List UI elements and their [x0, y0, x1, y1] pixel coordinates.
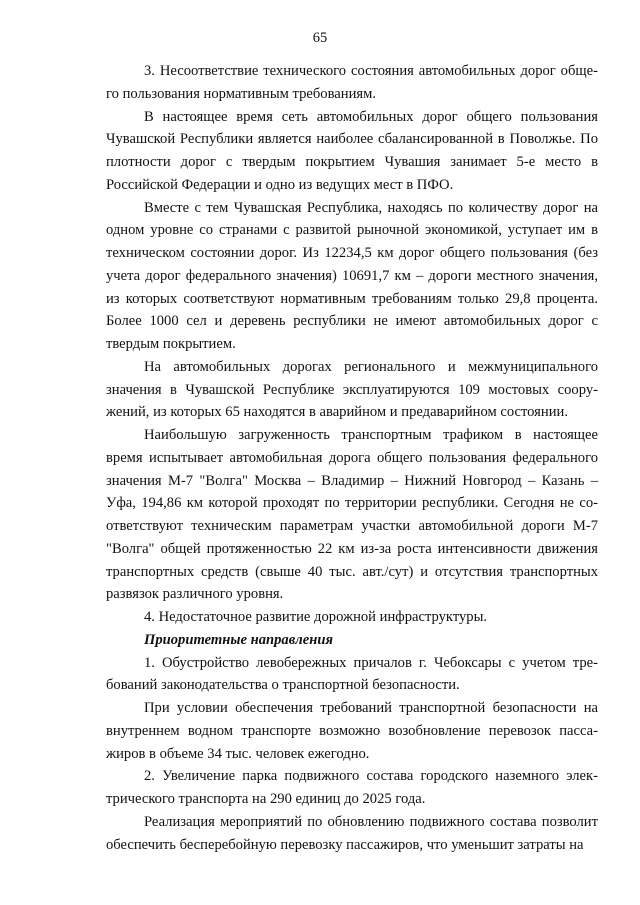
paragraph-bridges: На автомобильных дорогах регионального и межмуниципального значения в Чувашской Республике эксплуатируются 109 мостовых сооружений, из которых 65 находятся в аварийном и предаварийном состоянии. — [106, 358, 598, 421]
paragraph-water-transport: При условии обеспечения требований транспортной безопасности на внутреннем водном транспорте возможно возобновление перевозок пассажиров в объеме 34 тыс. человек ежегодно. — [106, 700, 598, 762]
paragraph-rolling-stock: Реализация мероприятий по обновлению подвижного состава позволит обеспечить бесперебойную перевозку пассажиров, что уменьшит затраты на — [106, 813, 598, 853]
paragraph-road-infrastructure: 4. Недостаточное развитие дорожной инфраструктуры. — [144, 609, 488, 625]
paragraph-road-network: В настоящее время сеть автомобильных дорог общего пользования Чувашской Республики является наиболее сбалансированной в Поволжье. По плотности дорог с твердым покрытием Чувашия занимает 5-е место в Российской Федерации и одно из ведущих мест в ПФО. — [106, 108, 598, 193]
paragraph-piers: 1. Обустройство левобережных причалов г. Чебоксары с учетом требований законодательства о транспортной безопасности. — [106, 654, 598, 694]
paragraph-road-technical-state: Вместе с тем Чувашская Республика, находясь по количеству дорог на одном уровне со странами с развитой рыночной экономикой, уступает им в техническом состоянии дорог. Из 12234,5 км дорог общего пользования (без учета дорог федерального значения) 10691,7 км – дороги местного значения, из которых соответствуют нормативным требованиям только 29,8 процента. Более 1000 сел и деревень республики не имеют автомобильных дорог с твердым покрытием. — [106, 199, 598, 352]
document-body — [106, 60, 598, 856]
paragraph-road-condition: 3. Несоответствие технического состояния автомобильных дорог общего пользования нормативным требованиям. — [106, 63, 598, 102]
page-number: 65 — [312, 30, 328, 46]
paragraph-electric-transport: 2. Увеличение парка подвижного состава городского наземного электрического транспорта на 290 единиц до 2025 года. — [106, 768, 598, 807]
paragraph-m7-highway: Наибольшую загруженность транспортным трафиком в настоящее время испытывает автомобильная дорога общего пользования федерального значения М-7 "Волга" Москва – Владимир – Нижний Новгород – Казань – Уфа, 194,86 км которой проходят по территории республики. Сегодня не соответствуют техническим параметрам участки автомобильной дороги М-7 "Волга" общей протяженностью 22 км из-за роста интенсивности движения транспортных средств (свыше 40 тыс. авт./сут) и отсутствия транспортных развязок различного уровня. — [106, 427, 598, 603]
section-heading-priorities: Приоритетные направления — [144, 631, 333, 648]
